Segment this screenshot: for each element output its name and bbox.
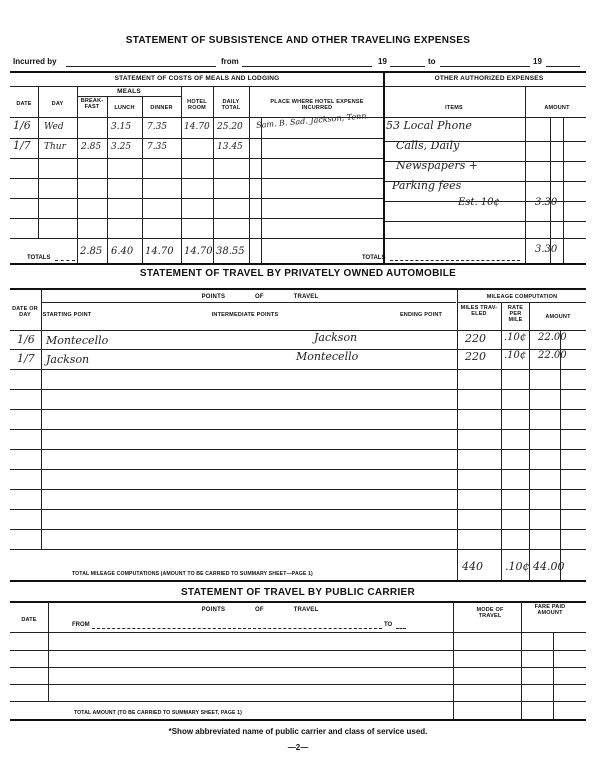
carrier-footer-label: TOTAL AMOUNT (TO BE CARRIED TO SUMMARY SHEET, PAGE 1) [74,710,242,716]
carrier-to-leader [396,628,406,629]
auto-row-line [10,369,586,370]
carrier-section-title: STATEMENT OF TRAVEL BY PUBLIC CARRIER [180,587,416,598]
meals-col-line [107,96,108,263]
other-row-line [384,238,586,239]
auto-top-border [10,288,586,290]
carrier-points-header: POINTS OF TRAVEL [201,607,319,613]
section-divider [383,71,385,263]
meals-group-label: MEALS [117,88,141,95]
auto-col-miles: MILES TRAV-ELED [460,305,498,317]
auto-col-line [529,302,530,580]
auto-row-line [10,529,586,530]
meals-row1-hotel: 14.70 [184,122,210,132]
year1-line [390,66,425,67]
from-line [242,66,372,67]
meals-row1-total: 25.20 [217,122,243,132]
auto-total-rate: .10¢ [505,560,530,573]
meals-col-line [77,86,78,263]
carrier-to-label: TO [384,622,393,628]
col-hotel-room: HOTEL ROOM [187,99,207,111]
col-place: PLACE WHERE HOTEL EXPENSE INCURRED [270,99,364,111]
col-amount: AMOUNT [544,105,570,111]
meals-row-line [10,138,384,139]
meals-row-line [10,178,384,179]
auto-row-line [10,489,586,490]
page-title: STATEMENT OF SUBSISTENCE AND OTHER TRAVELING EXPENSES [125,35,471,46]
meals-total-breakfast: 2.85 [80,246,103,257]
carrier-from-leader [92,628,382,629]
auto-bottom-border [10,580,586,582]
incurred-by-label: Incurred by [13,57,57,66]
meals-row-line [10,158,384,159]
carrier-bottom-border [10,719,586,721]
auto-section-title: STATEMENT OF TRAVEL BY PRIVATELY OWNED AUTOMOBILE [139,268,457,279]
carrier-row-line [10,684,586,685]
auto-col-amount: AMOUNT [545,314,571,320]
auto-total-miles: 440 [462,560,483,573]
carrier-row-line [10,701,586,702]
to-line [440,66,530,67]
auto-row-line [10,389,586,390]
meals-col-line [213,86,214,263]
meals-row2-breakfast: 2.85 [81,142,102,152]
carrier-row-line [10,650,586,651]
footnote: *Show abbreviated name of public carrier and class of service used. [168,727,428,736]
auto-row-line [10,409,586,410]
auto-total-amount: 44.00 [533,560,565,573]
col-lunch: LUNCH [114,105,135,111]
meals-row-line [10,218,384,219]
meals-totals-leader [55,260,75,261]
meals-total-lunch: 6.40 [111,246,134,257]
auto-row1-start: Montecello [46,334,109,347]
auto-row2-rate: .10¢ [504,350,527,361]
auto-row1-miles: 220 [465,332,486,345]
auto-col-end: ENDING POINT [399,312,443,318]
other-col-line [563,117,564,263]
auto-row1-end: Jackson [314,331,358,344]
meals-row1-day: Wed [44,122,64,132]
meals-top-border [10,71,586,73]
carrier-col-mode: MODE OF TRAVEL [476,607,504,619]
meals-group-underline [77,96,181,97]
auto-col-rate: RATE PER MILE [507,305,524,323]
auto-col-start: STARTING POINT [42,312,92,318]
auto-row-line [10,429,586,430]
carrier-col-line [521,601,522,719]
col-day: DAY [51,101,64,107]
meals-row1-date: 1/6 [13,119,31,132]
from-label: from [221,57,239,66]
carrier-row-line [10,667,586,668]
carrier-from-label: FROM [72,622,90,628]
other-col-line [550,117,551,263]
meals-header-divider [10,86,586,87]
auto-mileage-underline [458,302,586,303]
meals-section-title: STATEMENT OF COSTS OF MEALS AND LODGING [114,75,280,82]
meals-totals-label: TOTALS [27,255,51,261]
auto-row1-rate: .10¢ [504,332,527,343]
auto-points-header: POINTS OF TRAVEL [201,294,319,300]
page-number: —2— [287,743,309,752]
year2-label: 19 [533,57,542,66]
meals-col-line [261,117,262,263]
carrier-col-fare: FARE PAID AMOUNT [534,604,566,616]
col-breakfast: BREAK-FAST [80,98,104,110]
other-section-title: OTHER AUTHORIZED EXPENSES [434,75,544,82]
year2-line [546,66,580,67]
other-col-line [525,86,526,263]
auto-col-intermediate: INTERMEDIATE POINTS [211,312,279,318]
other-amount: 3.30 [535,197,558,208]
col-date: DATE [16,101,32,107]
auto-col-date: DATE OR DAY [12,306,38,318]
meals-row1-dinner: 7.35 [147,122,168,132]
meals-row1-place: Sam. B. Sad. Jackson, Tenn. [255,111,370,130]
auto-col-line [457,288,458,580]
meals-col-line [249,86,250,263]
other-total: 3.30 [535,244,558,255]
carrier-top-border [10,601,586,603]
auto-row-line [10,509,586,510]
meals-total-dinner: 14.70 [145,246,174,257]
meals-bottom-border [10,263,586,265]
col-items: ITEMS [445,105,463,111]
year1-label: 19 [378,57,387,66]
auto-footer-label: TOTAL MILEAGE COMPUTATIONS (AMOUNT TO BE CARRIED TO SUMMARY SHEET—PAGE 1) [72,571,313,577]
meals-col-line [38,86,39,238]
meals-row2-dinner: 7.35 [147,142,168,152]
auto-subheader-line [42,302,456,303]
other-row-line [384,221,586,222]
meals-col-line [181,86,182,263]
other-line-3: Newspapers + [396,159,478,172]
meals-row-line [10,198,384,199]
auto-row-line [10,449,586,450]
auto-row1-date: 1/6 [17,333,35,346]
auto-row2-start: Jackson [46,353,90,366]
col-dinner: DINNER [150,105,173,111]
to-label: to [428,57,436,66]
auto-row2-amount: 22.00 [538,350,567,361]
other-line-5: Est. 10¢ [458,197,500,208]
meals-row2-date: 1/7 [13,139,31,152]
meals-row2-total: 13.45 [217,142,243,152]
other-line-4: Parking fees [392,179,462,192]
meals-total-daily: 38.55 [216,246,245,257]
other-line-1: 53 Local Phone [386,119,472,132]
meals-row-line [10,238,384,239]
incurred-by-line [66,66,216,67]
auto-row2-date: 1/7 [17,352,35,365]
meals-row2-day: Thur [44,142,66,152]
carrier-col-line [48,601,49,701]
other-totals-label: TOTALS [362,255,386,261]
meals-col-line [142,96,143,263]
meals-total-hotel: 14.70 [184,246,213,257]
auto-col-line [560,330,561,580]
meals-row1-lunch: 3.15 [111,122,132,132]
auto-row2-miles: 220 [465,350,486,363]
auto-row2-end: Montecello [296,350,359,363]
auto-mileage-header: MILEAGE COMPUTATION [486,294,558,300]
meals-row2-lunch: 3.25 [111,142,132,152]
auto-col-line [41,288,42,549]
auto-row1-amount: 22.00 [538,332,567,343]
other-totals-leader [390,260,520,261]
other-line-2: Calls, Daily [396,139,460,152]
auto-colhead-divider [10,330,586,331]
carrier-col-date: DATE [21,617,37,623]
carrier-col-line [553,632,554,719]
auto-row-line [10,549,586,550]
col-daily-total: DAILY TOTAL [221,99,241,111]
auto-col-line [501,302,502,580]
carrier-col-line [453,601,454,719]
auto-row-line [10,469,586,470]
carrier-colhead-divider [10,632,586,633]
